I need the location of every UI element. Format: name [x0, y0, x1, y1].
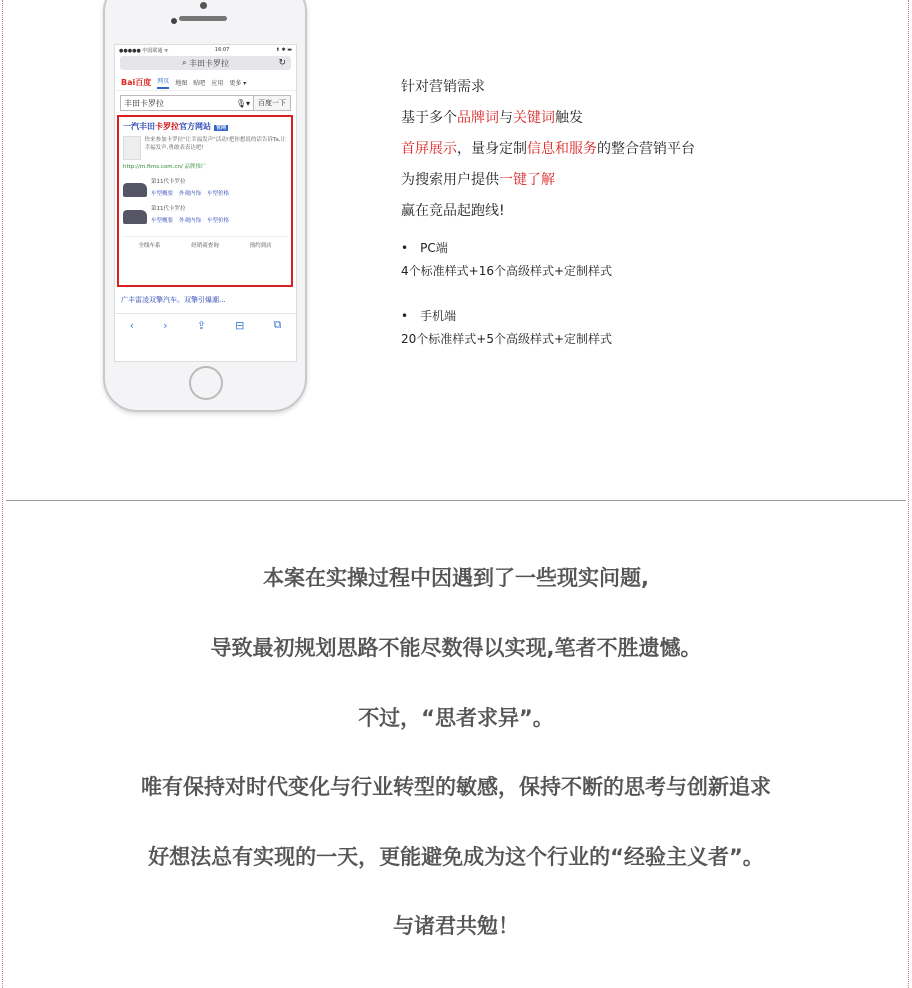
feature-highlight: 关键词	[513, 110, 555, 126]
feature-text: 的整合营销平台	[597, 141, 695, 157]
feature-text: 基于多个	[401, 110, 457, 126]
car-thumbnail	[123, 210, 147, 224]
phone-mockup	[103, 0, 307, 412]
feature-text: ，量身定制	[457, 141, 527, 157]
feature-line	[401, 134, 695, 165]
bullet-dot: •	[401, 241, 409, 255]
tab-apps[interactable]: 应用	[211, 79, 224, 87]
closing-quote-line: 不过，“思者求异”。	[358, 706, 554, 730]
platform-bullets	[401, 236, 612, 372]
bullet-detail: 20个标准样式+5个高级样式+定制样式	[401, 332, 613, 346]
tab-tieba[interactable]: 贴吧	[193, 79, 206, 87]
car-thumbnail	[123, 183, 147, 197]
forward-icon[interactable]: ›	[163, 318, 168, 332]
footer-link-booking[interactable]: 预约到店	[249, 243, 272, 249]
page-border-right	[908, 0, 909, 988]
search-button[interactable]: 百度一下	[254, 95, 291, 111]
car-link-overview[interactable]: 车型概要	[151, 191, 174, 197]
footer-link-dealer[interactable]: 经销商查询	[191, 243, 219, 249]
search-tabs	[115, 74, 296, 91]
closing-quote-line: 导致最初规划思路不能尽数得以实现,笔者不胜遗憾。	[210, 636, 702, 660]
feature-line: 赢在竞品起跑线!	[401, 203, 505, 219]
phone-screen	[114, 44, 297, 362]
phone-sensor	[171, 18, 177, 24]
footer-link-lineup[interactable]: 全线车系	[138, 243, 161, 249]
tabs-icon[interactable]: ⧉	[273, 318, 282, 331]
feature-highlight: 信息和服务	[527, 141, 597, 157]
bullet-detail: 4个标准样式+16个高级样式+定制样式	[401, 264, 613, 278]
car-link-price[interactable]: 车型价格	[207, 191, 230, 197]
closing-quote-line: 好想法总有实现的一天，更能避免成为这个行业的“经验主义者”。	[148, 845, 764, 869]
feature-description	[401, 72, 695, 227]
car-name: 第11代卡罗拉	[151, 206, 186, 212]
brand-ad-box	[117, 115, 293, 287]
share-icon[interactable]: ⇪	[196, 318, 206, 332]
mic-icon[interactable]: 🎙▾	[235, 98, 250, 108]
feature-text: 与	[499, 110, 513, 126]
bullet-title: PC端	[420, 241, 448, 255]
car-name: 第11代卡罗拉	[151, 179, 186, 185]
feature-text: 触发	[555, 110, 583, 126]
feature-highlight: 首屏展示	[401, 141, 457, 157]
closing-quote-line: 唯有保持对时代变化与行业转型的敏感，保持不断的思考与创新追求	[141, 775, 771, 799]
back-icon[interactable]: ‹	[129, 318, 134, 332]
ad-title-prefix: 一汽丰田	[123, 122, 155, 131]
ad-title[interactable]	[123, 121, 287, 132]
status-icons: ⬆ ✱ ▬	[275, 47, 292, 53]
feature-highlight: 品牌词	[457, 110, 499, 126]
bullet-item	[401, 236, 612, 260]
bullet-item	[401, 304, 612, 328]
reload-icon[interactable]: ↻	[278, 58, 286, 68]
phone-speaker	[179, 16, 227, 21]
status-carrier: ●●●●● 中国联通 ᯤ	[119, 47, 169, 54]
car-row	[123, 204, 287, 224]
status-bar	[115, 45, 296, 55]
toyota-logo-icon	[123, 136, 141, 160]
ad-url[interactable]: http://m.ftms.com.cn/ 品牌推广	[123, 164, 207, 170]
tab-more[interactable]: 更多 ▾	[229, 79, 247, 87]
next-result-link[interactable]: 广丰雷凌双擎汽车。双擎引爆潮...	[121, 296, 226, 304]
car-row	[123, 177, 287, 197]
ad-title-highlight: 卡罗拉	[155, 122, 179, 131]
safari-toolbar	[115, 313, 296, 336]
url-text: 丰田卡罗拉	[189, 58, 230, 68]
page-border-left	[2, 0, 3, 988]
bullet-dot: •	[401, 309, 409, 323]
ad-footer-links	[123, 236, 287, 249]
feature-line	[401, 103, 695, 134]
bullet-title: 手机端	[420, 309, 457, 323]
phone-camera	[200, 2, 207, 9]
search-icon: ⌕	[181, 58, 190, 67]
ad-description	[123, 136, 287, 160]
car-link-overview[interactable]: 车型概要	[151, 218, 174, 224]
tab-web[interactable]: 网页	[157, 76, 169, 89]
feature-highlight: 一键了解	[499, 172, 555, 188]
tab-map[interactable]: 地图	[175, 79, 188, 87]
feature-text: 为搜索用户提供	[401, 172, 499, 188]
status-time: 16:07	[214, 47, 230, 53]
closing-quote-line: 与诸君共勉！	[393, 914, 519, 938]
search-query: 丰田卡罗拉	[124, 98, 164, 108]
url-bar[interactable]	[120, 56, 291, 70]
search-input[interactable]	[120, 95, 254, 111]
feature-line	[401, 165, 695, 196]
car-link-price[interactable]: 车型价格	[207, 218, 230, 224]
baidu-logo: Bai百度	[121, 77, 152, 87]
feature-line: 针对营销需求	[401, 79, 485, 95]
home-button[interactable]	[189, 366, 223, 400]
search-row	[120, 95, 291, 111]
ad-title-suffix: 官方网站	[179, 122, 211, 131]
bookmarks-icon[interactable]: ⊟	[235, 318, 245, 332]
official-badge: 官网	[216, 125, 227, 131]
ad-desc-text: 快来参加卡罗拉"让幸福发声"活动!把你想说的话告诉Ta,让幸福发声,勇敢表表达吧!	[144, 137, 286, 151]
car-link-interior[interactable]: 外观内饰	[179, 218, 202, 224]
car-link-interior[interactable]: 外观内饰	[179, 191, 202, 197]
closing-quote-line: 本案在实操过程中因遇到了一些现实问题,	[263, 566, 649, 590]
section-divider	[6, 500, 906, 501]
